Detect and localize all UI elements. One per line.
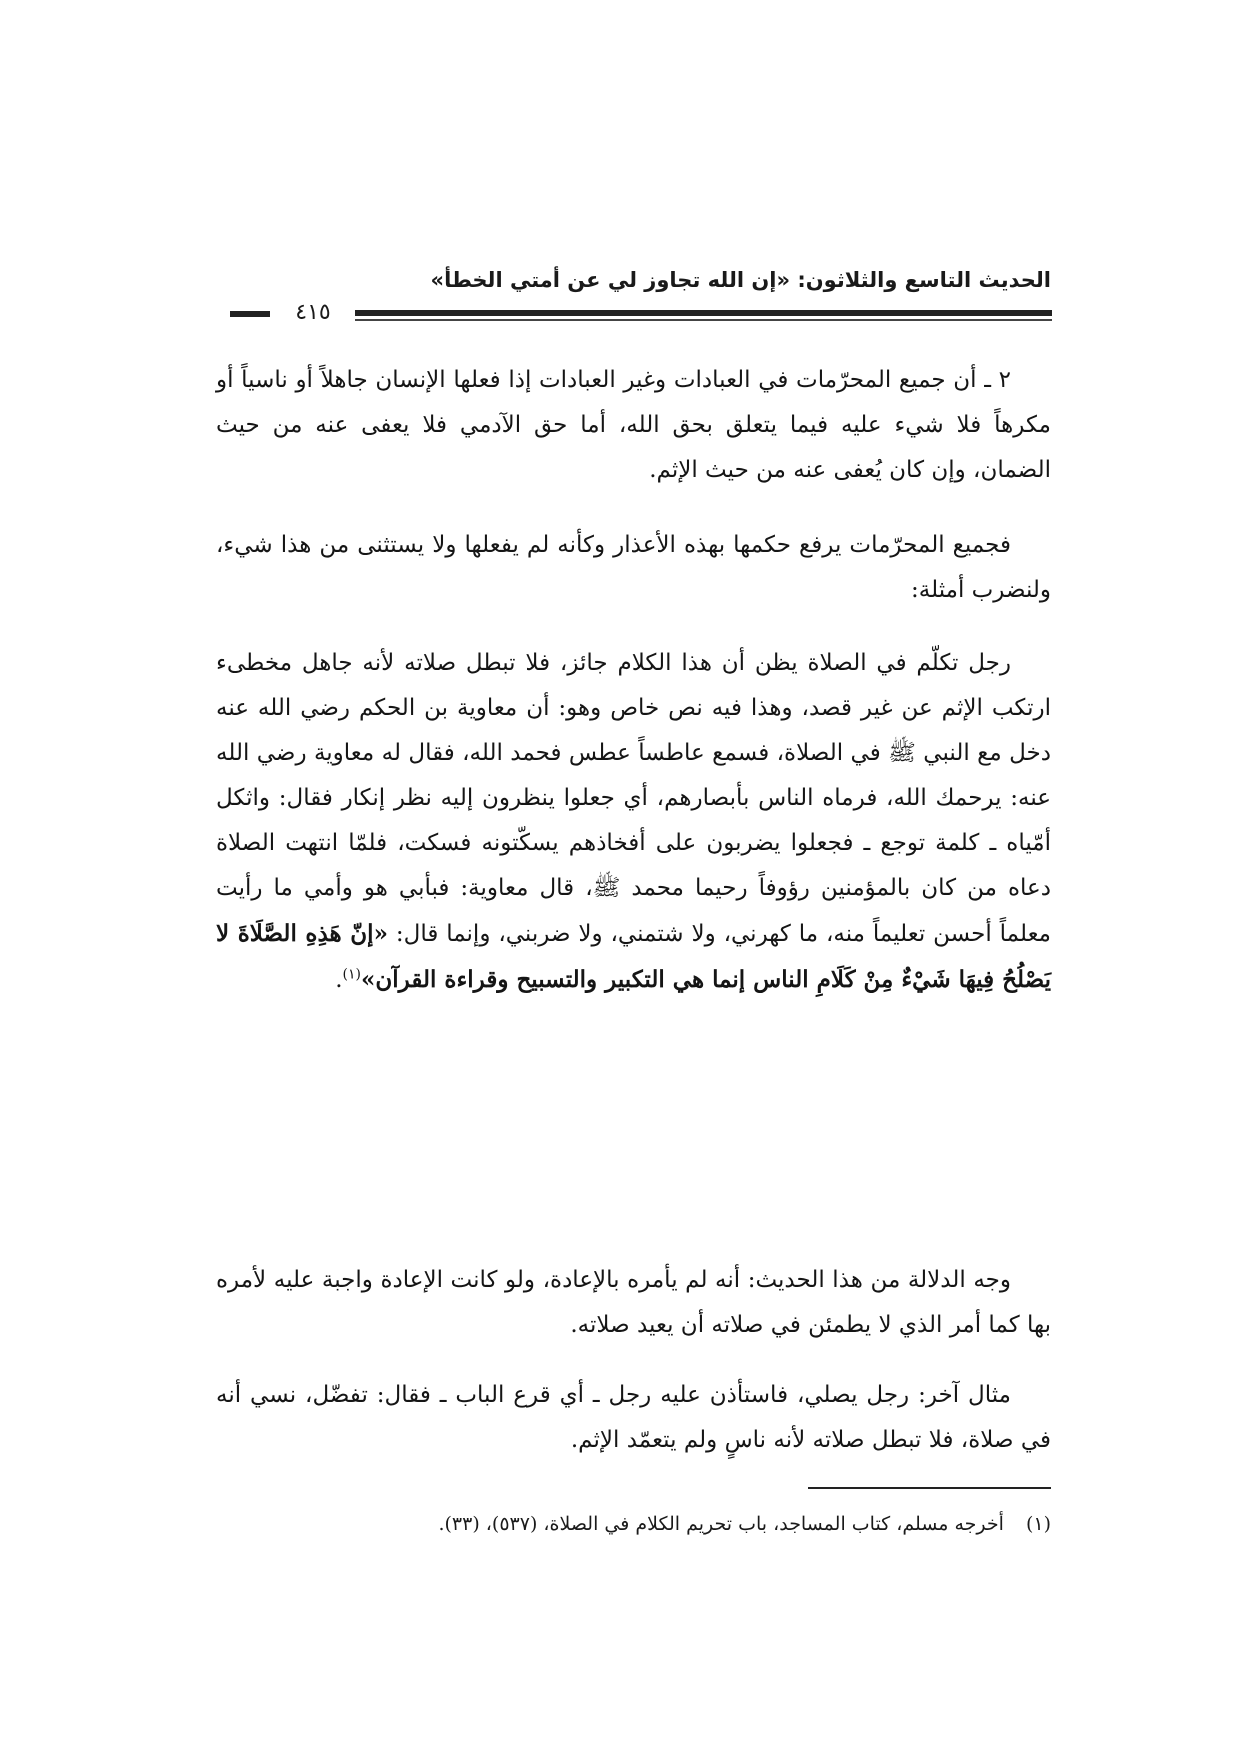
header-rule bbox=[230, 300, 1052, 326]
paragraph-4 bbox=[216, 1258, 1051, 1348]
page-number: ٤١٥ bbox=[295, 300, 331, 325]
paragraph-2-text: فجميع المحرّمات يرفع حكمها بهذه الأعذار وكأنه لم يفعلها ولا يستثنى من هذا شيء، ولنضرب أمثلة: bbox=[216, 532, 1051, 603]
paragraph-3-text: رجل تكلّم في الصلاة يظن أن هذا الكلام جائز، فلا تبطل صلاته لأنه جاهل مخطىء ارتكب الإثم عن غير قصد، وهذا فيه نص خاص وهو: أن معاوية بن الحكم رضي الله عنه دخل مع النبي ﷺ في الصلاة، فسمع عاطساً عطس فحمد الله، فقال له معاوية رضي الله عنه: يرحمك الله، فرماه الناس بأبصارهم، أي جعلوا ينظرون إليه نظر إنكار فقال: واثكل أمّياه ـ كلمة توجع ـ فجعلوا يضربون على أفخاذهم يسكّتونه فسكت، فلمّا انتهت الصلاة دعاه من كان بالمؤمنين رؤوفاً رحيما محمد ﷺ، قال معاوية: فبأبي هو وأمي ما رأيت معلماً أحسن تعليماً منه، ما كهرني، ولا شتمني، ولا ضربني، وإنما قال: bbox=[216, 650, 1052, 947]
paragraph-3-body bbox=[216, 641, 1051, 1003]
paragraph-3-end: . bbox=[335, 967, 343, 993]
paragraph-3 bbox=[216, 641, 1051, 1003]
footnote-1 bbox=[216, 1508, 1051, 1540]
paragraph-5 bbox=[216, 1373, 1051, 1463]
paragraph-5-text: مثال آخر: رجل يصلي، فاستأذن عليه رجل ـ أي قرع الباب ـ فقال: تفضّل، نسي أنه في صلاة، فلا تبطل صلاته لأنه ناسٍ ولم يتعمّد الإثم. bbox=[216, 1382, 1051, 1453]
header-rule-left-segment bbox=[230, 311, 270, 317]
footnote-1-marker: (١) bbox=[1025, 1513, 1051, 1535]
header-rule-thin bbox=[355, 319, 1052, 321]
hadith-quote: «إنّ هَذِهِ الصَّلَاةَ لا يَصْلُحُ فِيهَا شَيْءٌ مِنْ كَلَامِ الناس إنما هي التكبير والتسبيح وقراءة القرآن» bbox=[216, 920, 1051, 993]
header-rule-thick bbox=[355, 310, 1052, 316]
paragraph-2 bbox=[216, 523, 1051, 613]
paragraph-4-text: وجه الدلالة من هذا الحديث: أنه لم يأمره بالإعادة، ولو كانت الإعادة واجبة عليه لأمره بها كما أمر الذي لا يطمئن في صلاته أن يعيد صلاته. bbox=[216, 1267, 1051, 1338]
footnote-separator bbox=[808, 1487, 1051, 1489]
footnote-1-text: أخرجه مسلم، كتاب المساجد، باب تحريم الكلام في الصلاة، (٥٣٧)، (٣٣). bbox=[438, 1513, 1004, 1535]
running-header-title: الحديث التاسع والثلاثون: «إن الله تجاوز لي عن أمتي الخطأ» bbox=[430, 268, 1051, 292]
paragraph-1 bbox=[216, 358, 1051, 493]
paragraph-1-text: ٢ ـ أن جميع المحرّمات في العبادات وغير العبادات إذا فعلها الإنسان جاهلاً أو ناسياً أو مكرهاً فلا شيء عليه فيما يتعلق بحق الله، أما حق الآدمي فلا يعفى عنه من حيث الضمان، وإن كان يُعفى عنه من حيث الإثم. bbox=[216, 367, 1051, 483]
footnote-reference[interactable]: (١) bbox=[342, 966, 362, 983]
